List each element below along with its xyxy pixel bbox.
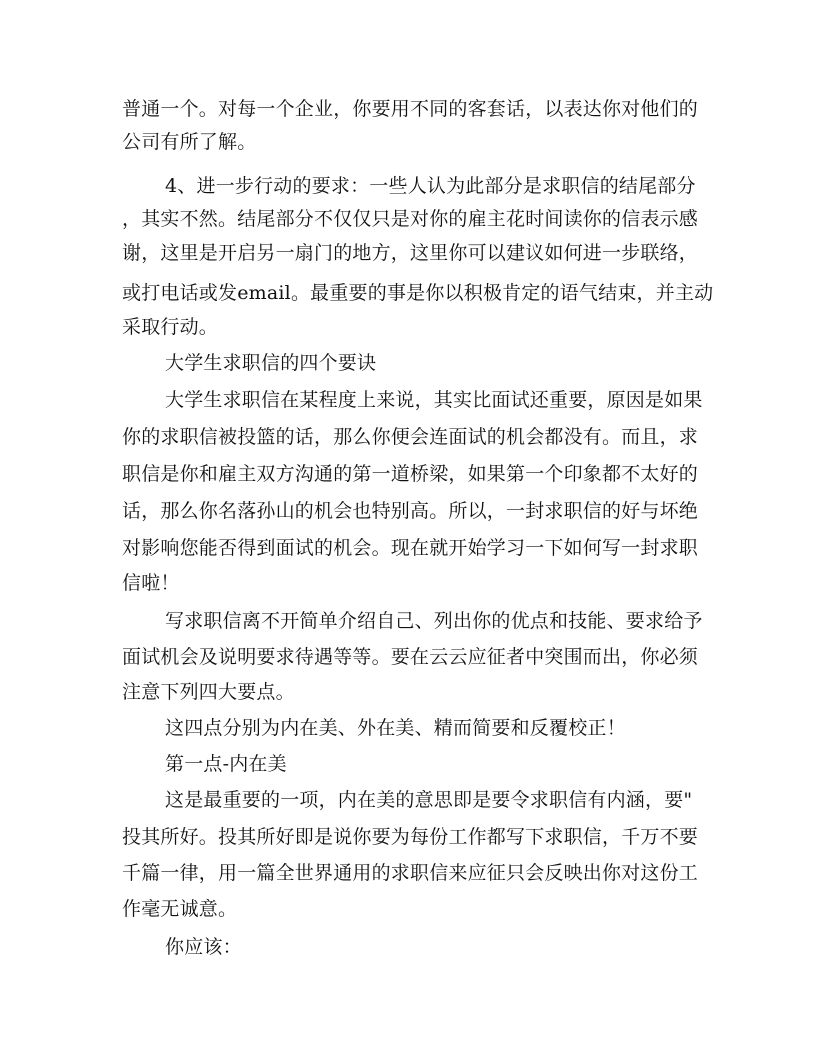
text-line: 对影响您能否得到面试的机会。现在就开始学习一下如何写一封求职 [122,537,699,559]
text-line: 大学生求职信在某程度上来说，其实比面试还重要，原因是如果 [165,389,703,411]
section-heading: 大学生求职信的四个要诀 [165,352,377,374]
text-line: 写求职信离不开简单介绍自己、列出你的优点和技能、要求给予 [165,610,703,632]
text-line: 4、进一步行动的要求：一些人认为此部分是求职信的结尾部分 [165,175,696,197]
text-line: 面试机会及说明要求待遇等等。要在云云应征者中突围而出，你必须 [122,646,699,668]
text-line: 谢，这里是开启另一扇门的地方，这里你可以建议如何进一步联络， [122,242,699,264]
text-line: 话，那么你名落孙山的机会也特别高。所以，一封求职信的好与坏绝 [122,500,699,522]
text-line: 作毫无诚意。 [122,898,238,920]
text-line: 千篇一律，用一篇全世界通用的求职信来应征只会反映出你对这份工 [122,862,699,884]
section-heading: 第一点-内在美 [165,753,287,775]
text-line: 你应该： [165,936,242,958]
text-line: 投其所好。投其所好即是说你要为每份工作都写下求职信，千万不要 [122,826,699,848]
text-line: 普通一个。对每一个企业，你要用不同的客套话，以表达你对他们的 [122,98,699,120]
text-line: 你的求职信被投篮的话，那么你便会连面试的机会都没有。而且，求 [122,426,699,448]
text-line: 这是最重要的一项，内在美的意思即是要令求职信有内涵，要" [165,789,693,811]
text-line: 职信是你和雇主双方沟通的第一道桥梁，如果第一个印象都不太好的 [122,463,699,485]
text-line: 公司有所了解。 [122,131,257,153]
text-line: 或打电话或发email。最重要的事是你以积极肯定的语气结束，并主动 [122,282,714,304]
text-line: 这四点分别为内在美、外在美、精而简要和反覆校正！ [165,717,626,739]
text-line: ，其实不然。结尾部分不仅仅只是对你的雇主花时间读你的信表示感 [122,208,699,230]
text-line: 采取行动。 [122,316,219,338]
text-line: 注意下列四大要点。 [122,681,295,703]
text-line: 信啦！ [122,572,180,594]
